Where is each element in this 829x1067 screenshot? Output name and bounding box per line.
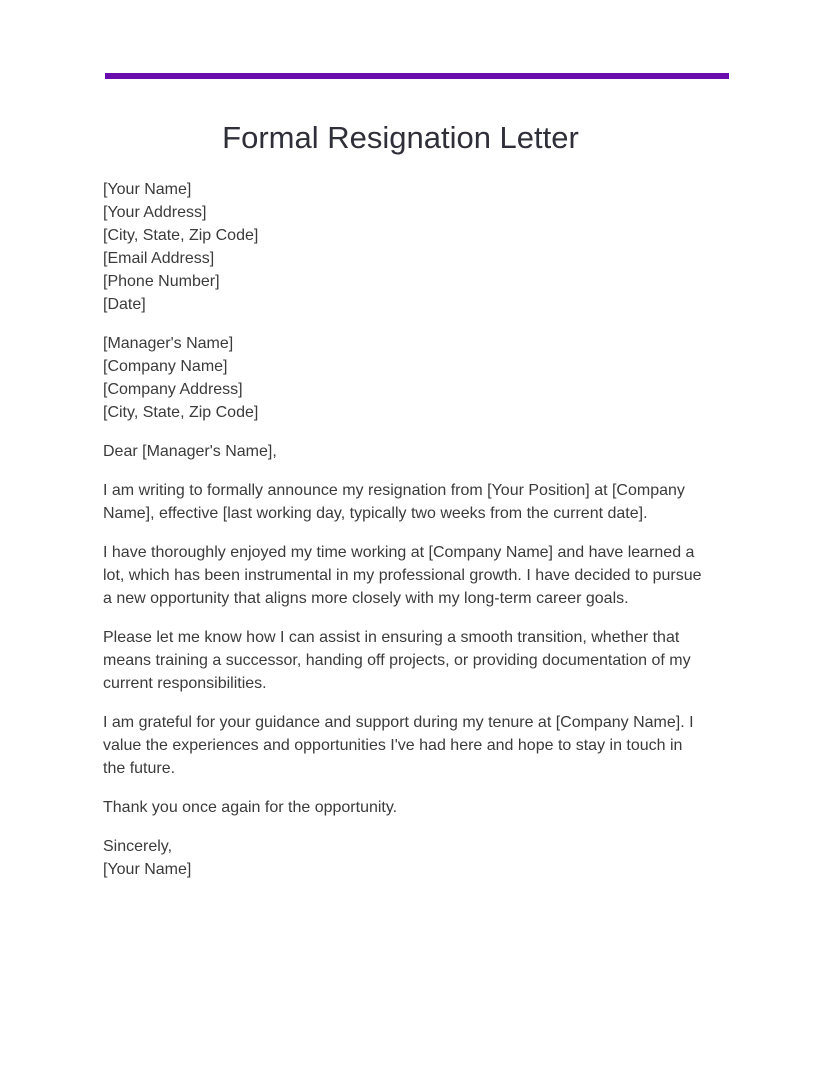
paragraph-reason: I have thoroughly enjoyed my time working at [Company Name] and have learned a lot, which has been instrumental in my professional growth. I have decided to pursue a new opportunity that aligns more closely with my long-term career goals. xyxy=(103,544,702,607)
closing: Sincerely, xyxy=(103,838,173,855)
paragraph-transition: Please let me know how I can assist in ensuring a smooth transition, whether that means training a successor, handing off projects, or providing documentation of my current responsibilities. xyxy=(103,629,691,692)
sender-address-block xyxy=(103,178,703,316)
letter-date: [Date] xyxy=(103,296,146,313)
sender-phone: [Phone Number] xyxy=(103,273,220,290)
sender-address: [Your Address] xyxy=(103,204,207,221)
sender-email: [Email Address] xyxy=(103,250,215,267)
recipient-company-address: [Company Address] xyxy=(103,381,243,398)
paragraph-thanks: Thank you once again for the opportunity. xyxy=(103,799,398,816)
salutation: Dear [Manager's Name], xyxy=(103,443,277,460)
recipient-company: [Company Name] xyxy=(103,358,228,375)
top-accent-rule xyxy=(105,73,729,79)
signature-name: [Your Name] xyxy=(103,861,192,878)
recipient-name: [Manager's Name] xyxy=(103,335,234,352)
signature-block xyxy=(103,835,703,881)
sender-name: [Your Name] xyxy=(103,181,192,198)
sender-city-state-zip: [City, State, Zip Code] xyxy=(103,227,259,244)
document-title: Formal Resignation Letter xyxy=(222,120,579,155)
recipient-address-block xyxy=(103,332,703,424)
paragraph-gratitude: I am grateful for your guidance and support during my tenure at [Company Name]. I value the experiences and opportunities I've had here and hope to stay in touch in the future. xyxy=(103,714,694,777)
paragraph-announcement: I am writing to formally announce my resignation from [Your Position] at [Company Name], effective [last working day, typically two weeks from the current date]. xyxy=(103,482,685,522)
letter-body xyxy=(103,178,703,897)
recipient-city-state-zip: [City, State, Zip Code] xyxy=(103,404,259,421)
